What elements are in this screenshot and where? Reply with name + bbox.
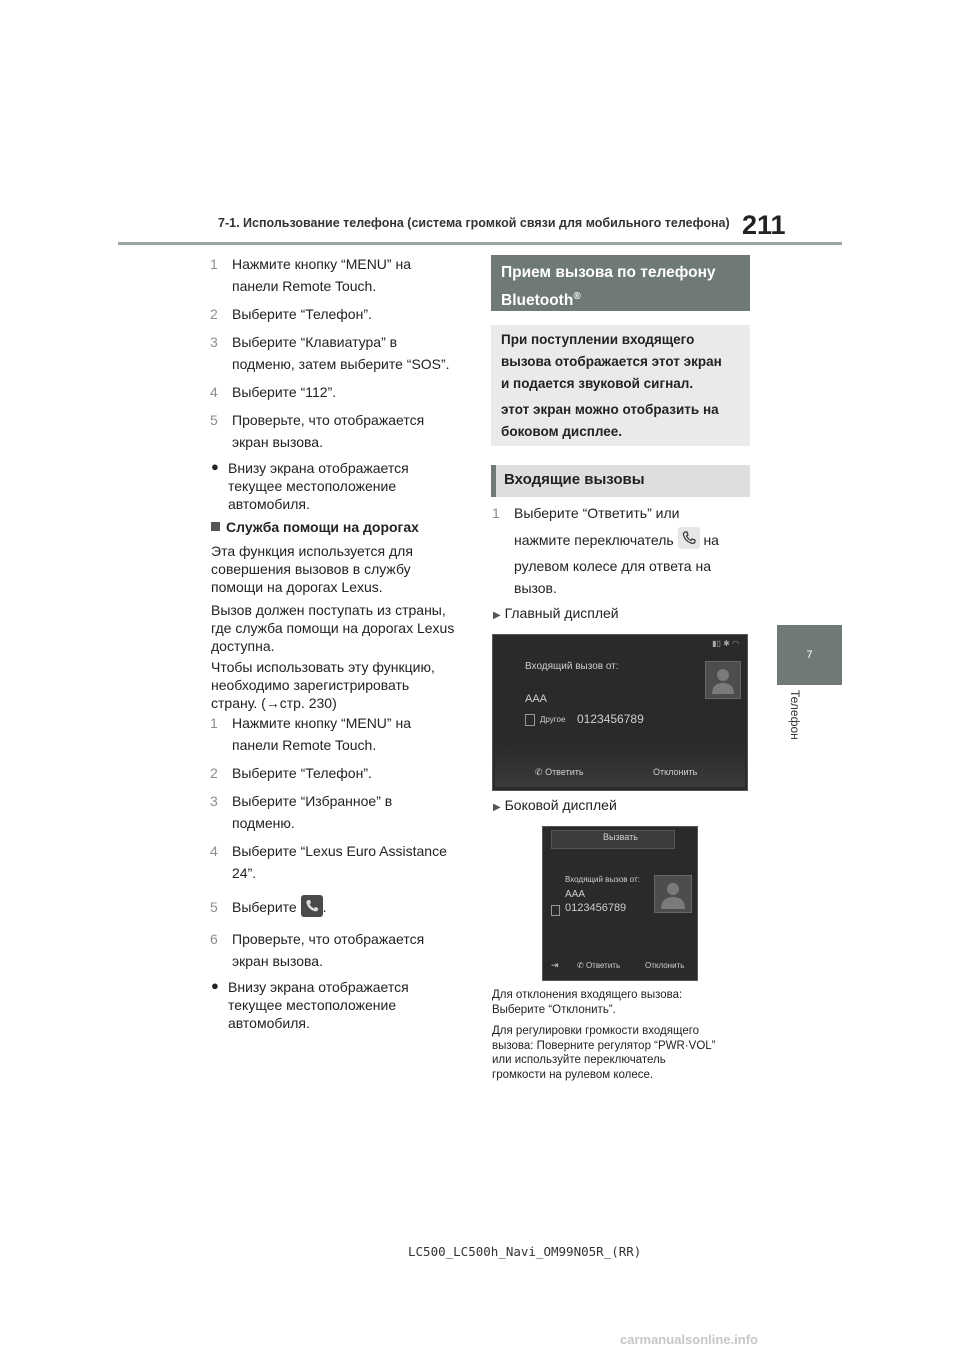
side-display-screenshot: [542, 826, 698, 981]
square-bullet-icon: [211, 522, 220, 531]
incoming-call-label: Входящий вызов от:: [565, 875, 640, 884]
note-volume: [492, 1024, 754, 1082]
chapter-tab: [777, 625, 842, 685]
step-number: 5: [210, 899, 218, 915]
step-text: экран вызова.: [232, 434, 323, 450]
step-b5: [210, 897, 470, 921]
step-number: 3: [210, 334, 218, 350]
step-text: .: [322, 899, 327, 915]
decline-button[interactable]: [645, 961, 684, 970]
intro-line: и подается звуковой сигнал.: [501, 376, 694, 391]
note-line: Для отклонения входящего вызова:: [492, 989, 683, 1001]
step-text: подменю, затем выберите “SOS”.: [232, 356, 450, 372]
intro-line: вызова отображается этот экран: [501, 354, 722, 369]
step-text: Выберите “Избранное” в: [232, 793, 393, 809]
caller-name: AAA: [525, 693, 548, 705]
paragraph-line: доступна.: [211, 638, 275, 654]
incoming-calls-heading-text: Входящие вызовы: [504, 471, 645, 488]
paragraph-line: Эта функция используется для: [211, 543, 413, 559]
step-text: нажмите переключатель: [514, 532, 674, 548]
side-display-label-text: Боковой дисплей: [504, 797, 617, 813]
step-a5: [210, 410, 470, 454]
number-type-icon: [551, 905, 560, 916]
step-text: рулевом колесе для ответа на: [514, 558, 711, 574]
bullet-location-b: [211, 978, 461, 1034]
incoming-calls-heading: [491, 465, 750, 497]
caller-number: 0123456789: [577, 712, 644, 726]
page-number: 211: [742, 210, 786, 240]
caller-number: 0123456789: [565, 902, 627, 914]
step-text: Выберите “Lexus Euro Assistance: [232, 843, 447, 859]
note-line: или используйте переключатель: [492, 1054, 666, 1066]
step-text: Выберите “Телефон”.: [232, 765, 372, 781]
step-b3: [210, 791, 470, 835]
decline-label: Отклонить: [653, 767, 698, 777]
step-a1: [210, 254, 470, 298]
step-text: 24”.: [232, 865, 257, 881]
section-title: 7-1. Использование телефона (система громкой связи для мобильного телефона): [218, 216, 730, 230]
screen-gradient: [495, 743, 745, 787]
bullet-text: текущее местоположение: [228, 478, 397, 494]
answer-label: Ответить: [545, 767, 584, 777]
intro-line: этот экран можно отобразить на: [501, 402, 719, 417]
number-type-label: Другое: [540, 715, 566, 724]
main-display-label: [493, 604, 619, 625]
phone-icon: ✆: [577, 961, 584, 970]
main-display-screenshot: [492, 634, 748, 791]
step-text: подменю.: [232, 815, 295, 831]
step-number: 2: [210, 306, 218, 322]
step-a4: [210, 382, 470, 404]
contact-avatar: [654, 875, 692, 913]
step-b6: [210, 929, 470, 973]
decline-button[interactable]: [653, 767, 697, 777]
bullet-location-a: [211, 459, 461, 515]
phone-icon: ✆: [535, 767, 543, 777]
step-text: панели Remote Touch.: [232, 737, 377, 753]
triangle-bullet-icon: ▶: [493, 610, 501, 621]
phone-call-icon: [301, 895, 323, 917]
step-b4: [210, 841, 470, 885]
step-text: Выберите: [232, 899, 297, 915]
subsection-heading: [211, 519, 419, 535]
paragraph-line: Вызов должен поступать из страны,: [211, 602, 446, 618]
intro-line: боковом дисплее.: [501, 424, 623, 439]
step-text: на: [703, 532, 719, 548]
note-line: Для регулировки громкости входящего: [492, 1025, 700, 1037]
step-number: 4: [210, 843, 218, 859]
contact-avatar: [705, 661, 741, 699]
paragraph-line: помощи на дорогах Lexus.: [211, 579, 383, 595]
bullet-text: текущее местоположение: [228, 997, 397, 1013]
intro-line: При поступлении входящего: [501, 332, 695, 347]
chapter-label: [784, 690, 804, 760]
bullet-dot-icon: ●: [211, 459, 219, 474]
watermark: carmanualsonline.info: [620, 1332, 758, 1347]
step-b2: [210, 763, 470, 785]
note-line: Выберите “Отклонить”.: [492, 1003, 616, 1016]
section-title-line: Bluetooth: [501, 292, 574, 310]
note-decline: [492, 988, 754, 1017]
step-number: 2: [210, 765, 218, 781]
paragraph-line: необходимо зарегистрировать: [211, 677, 410, 693]
step-b1: [210, 713, 470, 757]
step-a2: [210, 304, 470, 326]
paragraph-line: Чтобы использовать эту функцию,: [211, 659, 435, 675]
bullet-text: Внизу экрана отображается: [228, 979, 409, 995]
bullet-text: автомобиля.: [228, 496, 310, 512]
bullet-dot-icon: ●: [211, 978, 219, 993]
step-number: 1: [210, 256, 218, 272]
step-number: 6: [210, 931, 218, 947]
side-display-label: [493, 796, 617, 817]
paragraph-line: страну. (→стр. 230): [211, 695, 337, 711]
step-number: 1: [210, 715, 218, 731]
step-text: Проверьте, что отображается: [232, 412, 425, 428]
number-type-icon: [525, 714, 535, 726]
answer-button[interactable]: [535, 767, 584, 778]
paragraph-2: [211, 601, 471, 655]
step-text: Проверьте, что отображается: [232, 931, 425, 947]
incoming-call-label: Входящий вызов от:: [525, 661, 619, 672]
chapter-number: 7: [806, 649, 813, 661]
bullet-text: автомобиля.: [228, 1015, 310, 1031]
subsection-heading-text: Служба помощи на дорогах: [226, 519, 419, 535]
note-line: громкости на рулевом колесе.: [492, 1068, 654, 1081]
registered-mark: ®: [573, 291, 581, 302]
answer-label: Ответить: [585, 961, 621, 970]
step-text: Выберите “Клавиатура” в: [232, 334, 398, 350]
decline-label: Отклонить: [645, 961, 685, 970]
document-code: LC500_LC500h_Navi_OM99N05R_(RR): [408, 1244, 642, 1259]
step-text: панели Remote Touch.: [232, 278, 377, 294]
header-divider: [118, 242, 842, 245]
section-title-box: [491, 255, 750, 311]
step-number: 5: [210, 412, 218, 428]
step-number: 1: [492, 505, 500, 521]
step-text: Выберите “Телефон”.: [232, 306, 372, 322]
step-a3: [210, 332, 470, 376]
step-text: Нажмите кнопку “MENU” на: [232, 715, 411, 731]
note-line: вызова: Поверните регулятор “PWR·VOL”: [492, 1039, 716, 1052]
step-number: 4: [210, 384, 218, 400]
step-text: экран вызова.: [232, 953, 323, 969]
paragraph-line: совершения вызовов в службу: [211, 561, 411, 577]
main-display-label-text: Главный дисплей: [504, 605, 619, 621]
step-text: Выберите “Ответить” или: [514, 505, 680, 521]
paragraph-3: [211, 658, 471, 712]
step-number: 3: [210, 793, 218, 809]
phone-switch-icon: [678, 527, 700, 549]
transfer-icon[interactable]: ⇥: [551, 960, 559, 970]
call-label: Вызвать: [603, 832, 638, 842]
chapter-label-text: Телефон: [788, 690, 802, 740]
step-text: вызов.: [514, 580, 557, 596]
paragraph-1: [211, 542, 471, 596]
status-icons: ▮▯ ✱ ◠: [712, 639, 739, 648]
step-text: Выберите “112”.: [232, 384, 337, 400]
caller-name: AAA: [565, 889, 586, 900]
paragraph-line: где служба помощи на дорогах Lexus: [211, 620, 455, 636]
intro-box: [491, 325, 750, 446]
answer-button[interactable]: [577, 961, 620, 970]
bullet-text: Внизу экрана отображается: [228, 460, 409, 476]
step-answer: [492, 503, 752, 597]
section-title-line: Прием вызова по телефону: [501, 264, 716, 281]
triangle-bullet-icon: ▶: [493, 802, 501, 813]
step-text: Нажмите кнопку “MENU” на: [232, 256, 411, 272]
